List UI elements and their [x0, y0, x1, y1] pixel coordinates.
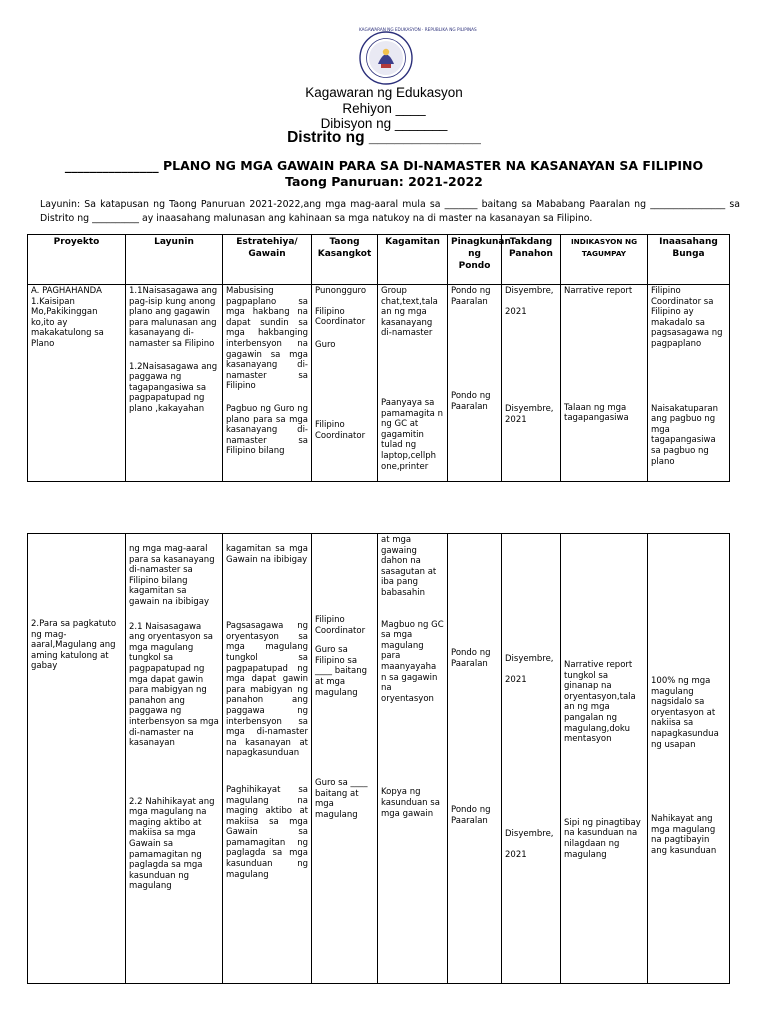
col-header-pondo: Pinagkunan ng Pondo [448, 235, 502, 285]
col-header-inaasahang-bunga: Inaasahang Bunga [648, 235, 730, 285]
pondo-1-1: Pondo ng Paaralan [451, 286, 491, 307]
cell-pondo [448, 285, 502, 482]
cell-gawain [223, 285, 312, 482]
cell-inaasahang-bunga [648, 285, 730, 482]
taong-2-1b: Guro sa Filipino sa ____ baitang at mga magulang [315, 645, 367, 698]
objective-paragraph: Layunin: Sa katapusan ng Taong Panuruan 2021-2022,ang mga mag-aaral mula sa _______ baitang sa Mababang Paaralan ng ________________ sa Distrito ng __________ ay inaasahang malunasan ang kahinaan sa mga natukoy na di master na kasanayan sa Filipino. [40, 199, 740, 224]
kagamitan-1-1: Group chat,text,tala an ng mga kasanayang di-namaster [381, 286, 438, 339]
taong-2-1a: Filipino Coordinator [315, 615, 366, 636]
layunin-2-2: 2.2 Nahihikayat ang mga magulang na maging aktibo at makiisa sa mga Gawain sa pamamagitan ng paglagda sa mga kasunduan ng magulang [129, 796, 215, 892]
action-plan-table-1 [27, 234, 730, 482]
cell-takdang-panahon [502, 285, 561, 482]
document-title: _______________ PLANO NG MGA GAWAIN PARA SA DI-NAMASTER NA KASANAYAN SA FILIPINO [64, 158, 704, 173]
taong-1-1c: Guro [315, 339, 336, 350]
panahon-2-1b: 2021 [505, 674, 527, 685]
cell-proyekto [28, 534, 126, 984]
layunin-2-1: 2.1 Naisasagawa ang oryentasyon sa mga magulang tungkol sa pagpapatupad ng mga dapat gawin para mabigyan ng panahon ang paggawa ng interbensyon sa mga di-namaster na kasanayan [129, 621, 219, 749]
indikasyon-1-1: Narrative report [564, 286, 633, 296]
indikasyon-2-2: Sipi ng pinagtibay na kasunduan na nilagdaan ng magulang [564, 817, 641, 860]
header-line-agency: Kagawaran ng Edukasyon [305, 85, 463, 100]
table-header-row [28, 235, 730, 285]
proyekto-text: A. PAGHAHANDA 1.Kaisipan Mo,Pakikinggan ko,ito ay makakatulong sa Plano [31, 286, 104, 349]
panahon-1-1b: 2021 [505, 306, 527, 317]
deped-seal-logo [359, 27, 477, 85]
cell-pondo [448, 534, 502, 984]
kagamitan-continued: at mga gawaing dahon na sasagutan at iba pang babasahin [381, 535, 437, 598]
col-header-layunin: Layunin [126, 235, 223, 285]
cell-taong-kasangkot [312, 534, 378, 984]
taong-1-1a: Punongguro [315, 286, 367, 296]
bunga-2-2: Nahikayat ang mga magulang na pagtibayin ang kasunduan [651, 814, 717, 856]
panahon-1-2: Disyembre, 2021 [505, 404, 554, 425]
gawain-1-1: Mabusising pagpaplano sa mga hakbang na dapat sundin sa mga hakbanging interbensyon na gagawin sa mga kasanayang di-namaster sa Filipino [226, 286, 308, 392]
header-line-district: Distrito ng _____________ [287, 129, 481, 146]
col-header-estratehiya: Estratehiya/ Gawain [223, 235, 312, 285]
bunga-1-2: Naisakatuparan ang pagbuo ng mga tagapangasiwa sa pagbuo ng plano [651, 403, 718, 467]
kagamitan-1-2: Paanyaya sa pamamagita n ng GC at gagamitin tulad ng laptop,cellph one,printer [381, 397, 443, 472]
cell-gawain [223, 534, 312, 984]
pondo-2-2: Pondo ng Paaralan [451, 805, 491, 826]
col-header-kagamitan: Kagamitan [378, 235, 448, 285]
taong-1-2: Filipino Coordinator [315, 420, 366, 441]
cell-kagamitan [378, 285, 448, 482]
proyekto-text-2: 2.Para sa pagkatuto ng mag-aaral,Magulang ang aming katulong at gabay [31, 619, 117, 672]
action-plan-table-2 [27, 533, 730, 984]
svg-text:KAGAWARAN NG EDUKASYON · REPUB: KAGAWARAN NG EDUKASYON · REPUBLIKA NG PILIPINAS [359, 27, 477, 32]
gawain-2-1: Pagsasagawa ng oryentasyon sa mga magulang tungkol sa pagpapatupad ng mga dapat gawin para mabigyan ng panahon ang paggawa ng interbensyon sa mga di-namaster na kasanayan at napagkasunduan [226, 621, 308, 759]
layunin-1-2: 1.2Naisasagawa ang paggawa ng tagapangasiwa sa pagpapatupad ng plano ,kakayahan [129, 361, 218, 414]
kagamitan-2-2: Kopya ng kasunduan sa mga gawain [381, 787, 440, 819]
col-header-takdang-panahon: Takdang Panahon [502, 235, 561, 285]
cell-indikasyon [561, 534, 648, 984]
col-header-indikasyon: INDIKASYON NG TAGUMPAY [561, 235, 648, 285]
layunin-1-1: 1.1Naisasagawa ang pag-isip kung anong plano ang gagawin para malunasan ang kasanayang di-namaster sa Filipino [129, 286, 218, 349]
col-header-taong-kasangkot: Taong Kasangkot [312, 235, 378, 285]
cell-indikasyon [561, 285, 648, 482]
gawain-2-2: Paghihikayat sa magulang na maging aktibo at makiisa sa mga Gawain sa pamamagitan ng paglagda sa mga kasunduan ng magulang [226, 784, 308, 880]
document-school-year: Taong Panuruan: 2021-2022 [285, 174, 483, 189]
indikasyon-2-1: Narrative report tungkol sa ginanap na oryentasyon,tala an ng mga pangalan ng magulang,doku mentasyon [564, 660, 636, 745]
panahon-1-1a: Disyembre, [505, 286, 554, 296]
pondo-1-2: Pondo ng Paaralan [451, 391, 491, 412]
taong-1-1b: Filipino Coordinator [315, 306, 366, 328]
header-line-division: Dibisyon ng _______ [320, 116, 448, 131]
gawain-1-2: Pagbuo ng Guro ng plano para sa mga kasanayang di-namaster sa Filipino bilang [226, 403, 308, 457]
cell-takdang-panahon [502, 534, 561, 984]
panahon-2-2b: 2021 [505, 849, 527, 860]
table-row [28, 285, 730, 482]
kagamitan-2-1: Magbuo ng GC sa mga magulang para maanyayaha n sa gagawin na oryentasyon [381, 619, 444, 704]
taong-2-2: Guro sa ____ baitang at mga magulang [315, 778, 368, 820]
panahon-2-2a: Disyembre, [505, 829, 554, 840]
cell-layunin [126, 534, 223, 984]
cell-taong-kasangkot [312, 285, 378, 482]
bunga-2-1: 100% ng mga magulang nagsidalo sa oryentasyon at nakiisa sa napagkasundua ng usapan [651, 676, 719, 750]
panahon-2-1a: Disyembre, [505, 654, 554, 664]
indikasyon-1-2: Talaan ng mga tagapangasiwa [564, 402, 629, 424]
table-row [28, 534, 730, 984]
header-line-region: Rehiyon ____ [342, 101, 426, 116]
cell-proyekto [28, 285, 126, 482]
cell-inaasahang-bunga [648, 534, 730, 984]
cell-layunin [126, 285, 223, 482]
pondo-2-1: Pondo ng Paaralan [451, 648, 491, 669]
layunin-continued: ng mga mag-aaral para sa kasanayang di-namaster sa Filipino bilang kagamitan sa gawain na ibibigay [129, 544, 215, 607]
bunga-1-1: Filipino Coordinator sa Filipino ay makadalo sa pagsasagawa ng pagpaplano [651, 286, 723, 349]
col-header-proyekto: Proyekto [28, 235, 126, 285]
cell-kagamitan [378, 534, 448, 984]
gawain-continued: kagamitan sa mga Gawain na ibibigay [226, 544, 308, 565]
